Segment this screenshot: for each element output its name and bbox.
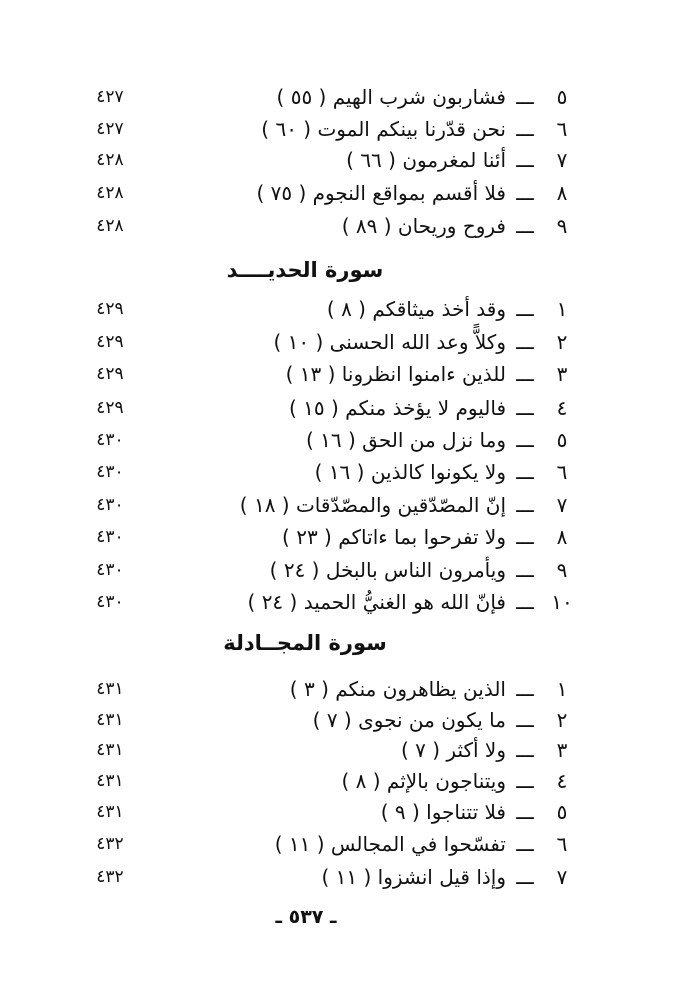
item-number: ٤ (556, 769, 568, 793)
verse-text: فلا أقسم بمواقع النجوم ( ٧٥ ) (256, 181, 506, 205)
item-dash: ـــ (516, 460, 534, 484)
list-item (80, 766, 580, 796)
list-item (80, 587, 580, 617)
item-dash: ـــ (516, 117, 534, 141)
item-dash: ـــ (516, 738, 534, 762)
item-dash: ـــ (516, 330, 534, 354)
list-item (80, 457, 580, 487)
page-number: ٤٣١ (96, 679, 124, 699)
page-number: ٤٣١ (96, 710, 124, 730)
page-number: ٤٣١ (96, 740, 124, 760)
verse-text: فاليوم لا يؤخذ منكم ( ١٥ ) (288, 396, 506, 420)
page-number: ٤٢٨ (96, 216, 124, 236)
item-dash: ـــ (516, 590, 534, 614)
item-number: ٨ (556, 525, 568, 549)
verse-text: ولا يكونوا كالذين ( ١٦ ) (314, 460, 506, 484)
item-number: ١ (556, 297, 568, 321)
item-dash: ـــ (516, 493, 534, 517)
verse-text: فشاربون شرب الهيم ( ٥٥ ) (276, 85, 506, 109)
verse-text: إنّ المصّدّقين والمصّدّقات ( ١٨ ) (239, 493, 506, 517)
list-item (80, 862, 580, 892)
item-number: ٧ (556, 865, 568, 889)
item-dash: ـــ (516, 428, 534, 452)
verse-text: ما يكون من نجوى ( ٧ ) (312, 708, 506, 732)
item-number: ٩ (556, 214, 568, 238)
list-item (80, 490, 580, 520)
item-number: ١٠ (551, 590, 573, 614)
list-item (80, 797, 580, 827)
item-number: ٦ (556, 832, 568, 856)
item-number: ٧ (556, 148, 568, 172)
section-heading: سورة الحديــــد (226, 258, 384, 282)
verse-text: ولا أكثر ( ٧ ) (400, 738, 506, 762)
item-number: ١ (556, 677, 568, 701)
verse-text: وقد أخذ ميثاقكم ( ٨ ) (326, 297, 506, 321)
verse-text: ولا تفرحوا بما ءاتاكم ( ٢٣ ) (282, 525, 506, 549)
page-number: ٤٣٠ (96, 560, 124, 580)
item-dash: ـــ (516, 769, 534, 793)
page-number: ٤٣٢ (96, 834, 124, 854)
list-item (80, 145, 580, 175)
verse-text: فإنّ الله هو الغنيُّ الحميد ( ٢٤ ) (247, 590, 506, 614)
page-number: ٤٣١ (96, 771, 124, 791)
item-number: ٥ (556, 800, 568, 824)
page-number: ٤٢٧ (96, 87, 124, 107)
list-item (80, 393, 580, 423)
list-item (80, 705, 580, 735)
page-number: ٤٢٨ (96, 183, 124, 203)
list-item (80, 178, 580, 208)
page-number: ٤٣٠ (96, 495, 124, 515)
item-number: ٣ (556, 738, 568, 762)
page-number: ٤٢٩ (96, 364, 124, 384)
list-item (80, 674, 580, 704)
page-number: ٤٢٩ (96, 299, 124, 319)
list-item (80, 425, 580, 455)
page-number: ٤٢٨ (96, 150, 124, 170)
verse-text: وكلاًّ وعد الله الحسنى ( ١٠ ) (273, 330, 506, 354)
item-dash: ـــ (516, 297, 534, 321)
page-number: ٤٣٠ (96, 462, 124, 482)
verse-text: فروح وريحان ( ٨٩ ) (341, 214, 506, 238)
list-item (80, 114, 580, 144)
item-dash: ـــ (516, 214, 534, 238)
page-number: ٤٣٠ (96, 527, 124, 547)
list-item (80, 735, 580, 765)
item-dash: ـــ (516, 558, 534, 582)
item-number: ٣ (556, 362, 568, 386)
page-number: ٤٣٠ (96, 592, 124, 612)
list-item (80, 359, 580, 389)
verse-text: نحن قدّرنا بينكم الموت ( ٦٠ ) (261, 117, 506, 141)
item-number: ٢ (556, 708, 568, 732)
verse-text: وما نزل من الحق ( ١٦ ) (305, 428, 506, 452)
list-item (80, 522, 580, 552)
list-item (80, 294, 580, 324)
page-number: ٤٣١ (96, 802, 124, 822)
verse-text: وإذا قيل انشزوا ( ١١ ) (321, 865, 506, 889)
item-dash: ـــ (516, 865, 534, 889)
page-number: ٤٢٩ (96, 398, 124, 418)
item-number: ٦ (556, 117, 568, 141)
verse-text: ويأمرون الناس بالبخل ( ٢٤ ) (269, 558, 506, 582)
item-dash: ـــ (516, 362, 534, 386)
verse-text: فلا تتناجوا ( ٩ ) (380, 800, 506, 824)
verse-text: الذين يظاهرون منكم ( ٣ ) (289, 677, 506, 701)
list-item (80, 82, 580, 112)
page-number: ٤٢٧ (96, 119, 124, 139)
verse-text: ويتناجون بالإثم ( ٨ ) (341, 769, 506, 793)
item-number: ٥ (556, 85, 568, 109)
item-dash: ـــ (516, 800, 534, 824)
item-number: ٢ (556, 330, 568, 354)
verse-text: تفسّحوا في المجالس ( ١١ ) (274, 832, 506, 856)
page-number: ٤٣٠ (96, 430, 124, 450)
list-item (80, 555, 580, 585)
item-number: ٨ (556, 181, 568, 205)
item-number: ٦ (556, 460, 568, 484)
item-dash: ـــ (516, 677, 534, 701)
list-item (80, 829, 580, 859)
verse-text: للذين ءامنوا انظرونا ( ١٣ ) (285, 362, 506, 386)
page-number: ٤٣٢ (96, 867, 124, 887)
list-item (80, 327, 580, 357)
item-number: ٩ (556, 558, 568, 582)
item-dash: ـــ (516, 181, 534, 205)
item-dash: ـــ (516, 832, 534, 856)
item-dash: ـــ (516, 396, 534, 420)
verse-text: أئنا لمغرمون ( ٦٦ ) (346, 148, 506, 172)
page-footer-number: ـ ٥٣٧ ـ (275, 906, 337, 928)
item-number: ٧ (556, 493, 568, 517)
item-dash: ـــ (516, 708, 534, 732)
item-dash: ـــ (516, 85, 534, 109)
section-heading: سورة المجــادلة (223, 631, 387, 655)
item-dash: ـــ (516, 525, 534, 549)
item-dash: ـــ (516, 148, 534, 172)
page-number: ٤٢٩ (96, 332, 124, 352)
item-number: ٥ (556, 428, 568, 452)
list-item (80, 211, 580, 241)
item-number: ٤ (556, 396, 568, 420)
